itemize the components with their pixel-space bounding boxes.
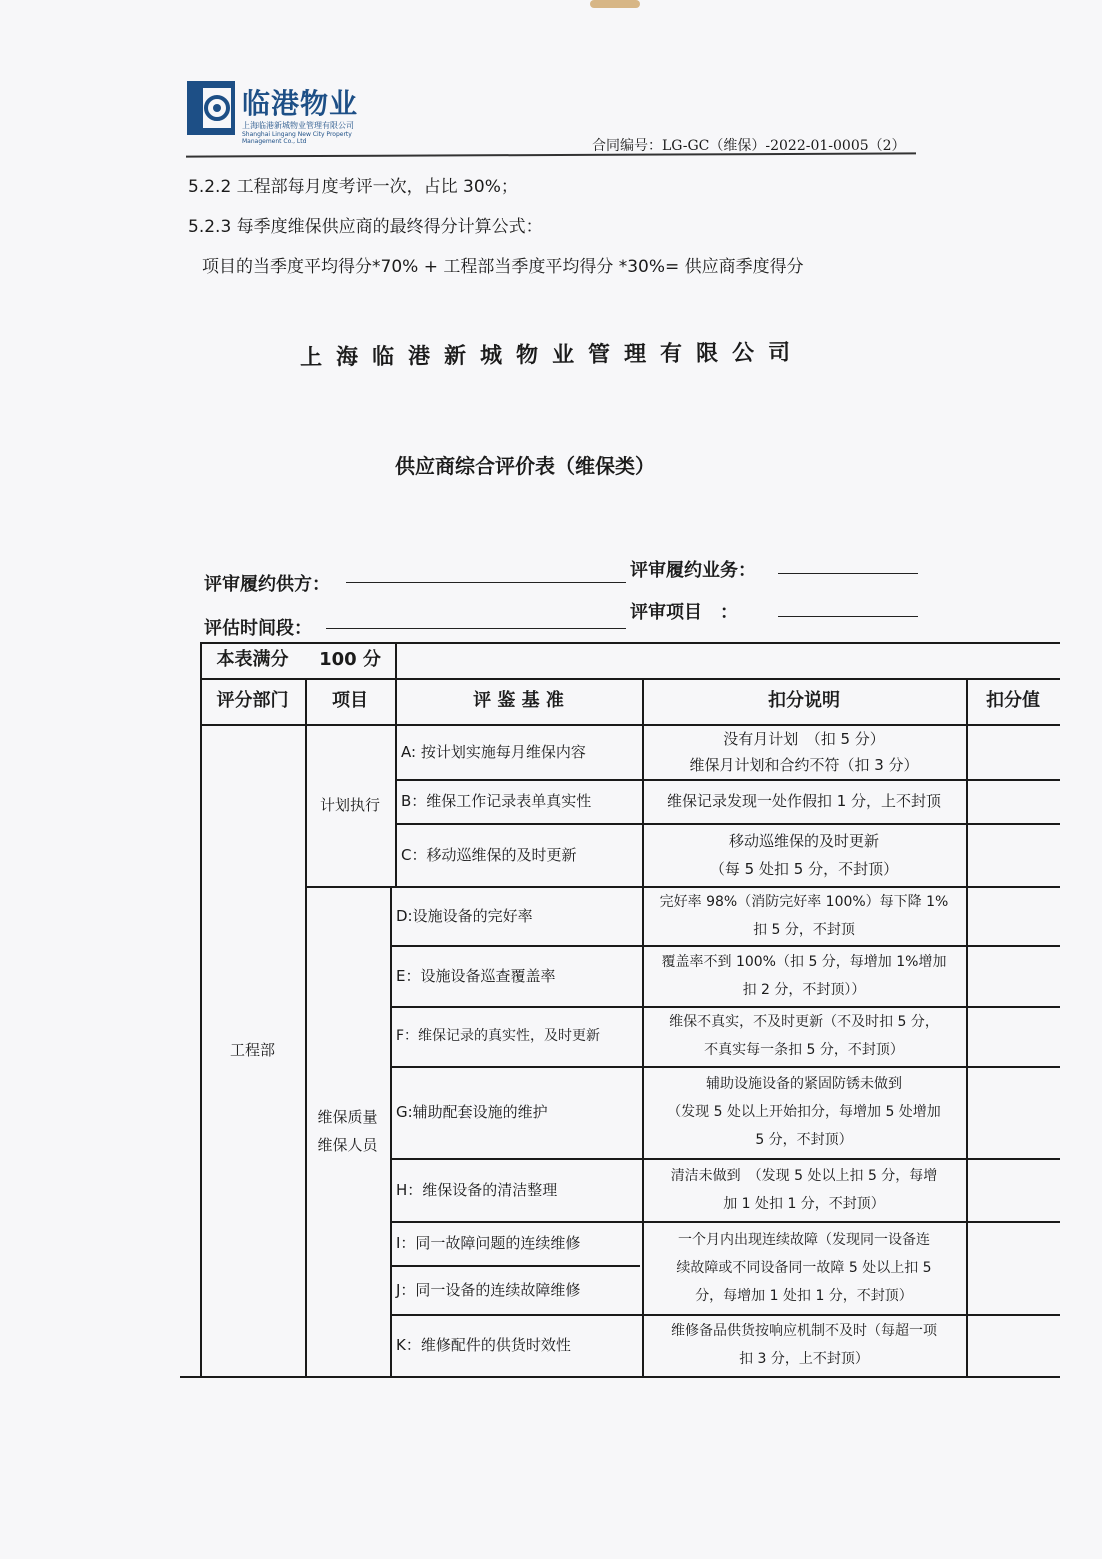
project-label: 评审项目 ： [630, 602, 738, 623]
deduction-d-line-2: 扣 5 分，不封顶 [753, 921, 855, 938]
deduction-a-line-2: 维保月计划和合约不符（扣 3 分） [689, 755, 919, 774]
company-logo [186, 80, 359, 152]
group-quality [305, 886, 390, 1376]
header-deduction: 扣分说明 [768, 690, 840, 711]
deduction-value-cell[interactable] [966, 1006, 1060, 1066]
deduction-g [642, 1066, 966, 1158]
period-field[interactable] [326, 628, 626, 629]
criteria-j: J：同一设备的连续故障维修 [396, 1280, 581, 1299]
deduction-f [642, 1006, 966, 1066]
deduction-k-line-1: 维修备品供货按响应机制不及时（每超一项 [671, 1323, 937, 1339]
deduction-ij-line-1: 一个月内出现连续故障（发现同一设备连 [678, 1231, 930, 1248]
paper-smudge [590, 0, 640, 8]
deduction-a-line-1: 没有月计划 （扣 5 分） [723, 729, 885, 748]
header-item: 项目 [332, 690, 368, 711]
deduction-f-line-2: 不真实每一条扣 5 分，不封顶） [704, 1042, 904, 1058]
full-score-label: 本表满分 [216, 649, 289, 670]
form-title: 供应商综合评价表（维保类） [395, 454, 655, 478]
clause-5-2-2: 5.2.2 工程部每月度考评一次，占比 30%； [188, 177, 518, 197]
header-rule [186, 152, 916, 157]
deduction-e-line-1: 覆盖率不到 100%（扣 5 分，每增加 1%增加 [661, 953, 947, 970]
deduction-c-line-1: 移动巡维保的及时更新 [728, 831, 879, 850]
period-label: 评估时间段： [204, 618, 312, 639]
deduction-value-cell[interactable] [966, 1066, 1060, 1158]
score-formula: 项目的当季度平均得分*70% + 工程部当季度平均得分 *30%= 供应商季度得分 [202, 257, 804, 277]
logo-name: 临港物业 [242, 87, 359, 120]
deduction-value-cell[interactable] [966, 724, 1060, 779]
business-field[interactable] [778, 573, 918, 574]
deduction-h [642, 1158, 966, 1221]
deduction-c [642, 823, 966, 886]
criteria-d: D:设施设备的完好率 [396, 906, 533, 925]
header-deduction-value: 扣分值 [986, 690, 1040, 711]
company-name: 上海临港新城物业管理有限公司 [299, 340, 805, 371]
deduction-d-line-1: 完好率 98%（消防完好率 100%）每下降 1% [659, 893, 949, 910]
deduction-value-cell[interactable] [966, 945, 1060, 1006]
header-dept: 评分部门 [216, 690, 289, 711]
deduction-value-cell[interactable] [966, 823, 1060, 886]
supplier-label: 评审履约供方： [204, 574, 330, 595]
criteria-f: F：维保记录的真实性，及时更新 [396, 1028, 601, 1044]
criteria-g: G:辅助配套设施的维护 [396, 1103, 548, 1121]
table-border-bottom [180, 1376, 1060, 1378]
deduction-value-cell[interactable] [966, 1221, 1060, 1314]
deduction-ij [642, 1221, 966, 1314]
group-quality-line-1: 维保质量 [317, 1108, 378, 1126]
deduction-value-cell[interactable] [966, 779, 1060, 823]
criteria-a: A: 按计划实施每月维保内容 [401, 742, 586, 761]
evaluation-table [200, 642, 1060, 1380]
deduction-h-line-1: 清洁未做到 （发现 5 处以上扣 5 分，每增 [670, 1167, 938, 1184]
deduction-k [642, 1314, 966, 1376]
contract-number: 合同编号：LG-GC（维保）-2022-01-0005（2） [592, 138, 906, 154]
criteria-b: B：维保工作记录表单真实性 [401, 792, 592, 810]
header-criteria: 评 鉴 基 准 [473, 690, 564, 711]
logo-subtitle: 上海临港新城物业管理有限公司 [242, 121, 354, 130]
criteria-c: C：移动巡维保的及时更新 [401, 845, 577, 864]
deduction-g-line-1: 辅助设施设备的紧固防锈未做到 [706, 1076, 902, 1092]
criteria-h: H：维保设备的清洁整理 [396, 1180, 558, 1199]
deduction-value-cell[interactable] [966, 886, 1060, 945]
deduction-d [642, 886, 966, 945]
deduction-k-line-2: 扣 3 分，上不封顶） [739, 1351, 869, 1367]
deduction-g-line-3: 5 分，不封顶） [755, 1132, 853, 1148]
logo-mark-icon [186, 80, 236, 136]
clause-5-2-3: 5.2.3 每季度维保供应商的最终得分计算公式： [188, 217, 543, 237]
deduction-b-line-1: 维保记录发现一处作假扣 1 分，上不封顶 [666, 792, 942, 810]
group-plan: 计划执行 [319, 796, 380, 814]
full-score-value: 100 分 [319, 649, 381, 670]
deduction-f-line-1: 维保不真实，不及时更新（不及时扣 5 分， [669, 1014, 939, 1030]
deduction-e [642, 945, 966, 1006]
group-quality-line-2: 维保人员 [317, 1136, 378, 1154]
supplier-field[interactable] [346, 582, 626, 583]
criteria-i: I：同一故障问题的连续维修 [396, 1234, 581, 1252]
project-field[interactable] [778, 616, 918, 617]
criteria-k: K：维修配件的供货时效性 [396, 1336, 571, 1354]
deduction-ij-line-2: 续故障或不同设备同一故障 5 处以上扣 5 [676, 1259, 932, 1276]
deduction-h-line-2: 加 1 处扣 1 分，不封顶） [723, 1195, 885, 1212]
deduction-ij-line-3: 分，每增加 1 处扣 1 分，不封顶） [695, 1287, 913, 1304]
deduction-value-cell[interactable] [966, 1314, 1060, 1376]
deduction-a [642, 724, 966, 779]
deduction-b [642, 779, 966, 823]
deduction-g-line-2: （发现 5 处以上开始扣分，每增加 5 处增加 [667, 1104, 941, 1120]
logo-english-name: Shanghai Lingang New City Property Management Co., Ltd [242, 131, 352, 145]
deduction-e-line-2: 扣 2 分，不封顶）） [742, 981, 866, 998]
criteria-e: E：设施设备巡查覆盖率 [396, 966, 556, 985]
deduction-c-line-2: （每 5 处扣 5 分，不封顶） [709, 859, 899, 878]
business-label: 评审履约业务： [630, 560, 756, 581]
deduction-value-cell[interactable] [966, 1158, 1060, 1221]
dept-engineering: 工程部 [229, 1041, 275, 1059]
